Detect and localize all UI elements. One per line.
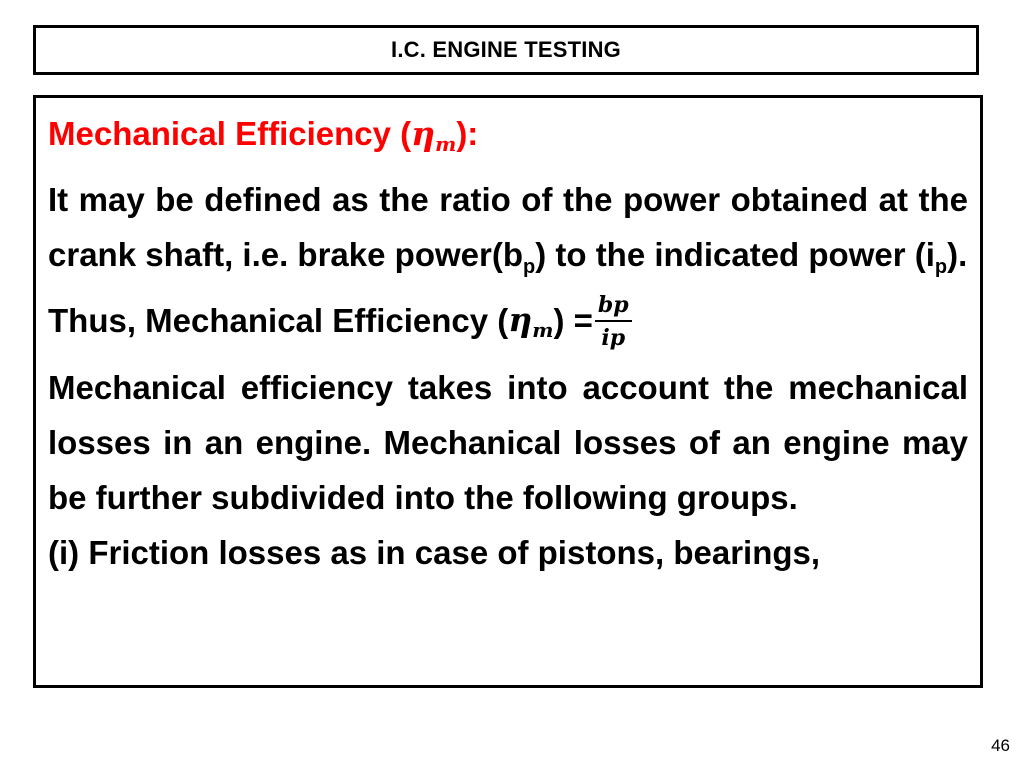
slide-title: I.C. ENGINE TESTING bbox=[391, 37, 621, 62]
slide-title-box bbox=[33, 25, 979, 75]
section-heading bbox=[48, 106, 968, 172]
fraction-numerator: bp bbox=[595, 292, 632, 322]
bp-subscript: p bbox=[523, 256, 536, 278]
page-number: 46 bbox=[991, 736, 1010, 755]
formula-suffix: ) = bbox=[553, 302, 593, 339]
heading-suffix: ): bbox=[456, 115, 479, 152]
formula-prefix: Thus, Mechanical Efficiency ( bbox=[48, 302, 509, 339]
eta-symbol: $\eta_m$ bbox=[411, 114, 457, 156]
definition-paragraph: It may be defined as the ratio of the power obtained at the crank shaft, i.e. brake $power(b_p)$ to the indicated power $(i_p)$. bbox=[48, 181, 968, 278]
explanation-paragraph: Mechanical efficiency takes into account the mechanical losses in an engine. Mechanical losses of an engine may be further subdivided into the following groups. bbox=[48, 369, 968, 516]
ip-subscript: p bbox=[934, 256, 948, 278]
list-item-friction: (i) Friction losses as in case of pistons, bearings, bbox=[48, 534, 821, 571]
fraction-denominator: ip bbox=[601, 324, 626, 351]
formula-line bbox=[48, 282, 968, 360]
formula-eta-symbol: $\eta_m$ bbox=[508, 300, 554, 342]
heading-prefix: Mechanical Efficiency ( bbox=[48, 115, 412, 152]
content-box bbox=[33, 95, 983, 688]
efficiency-fraction bbox=[595, 292, 632, 351]
